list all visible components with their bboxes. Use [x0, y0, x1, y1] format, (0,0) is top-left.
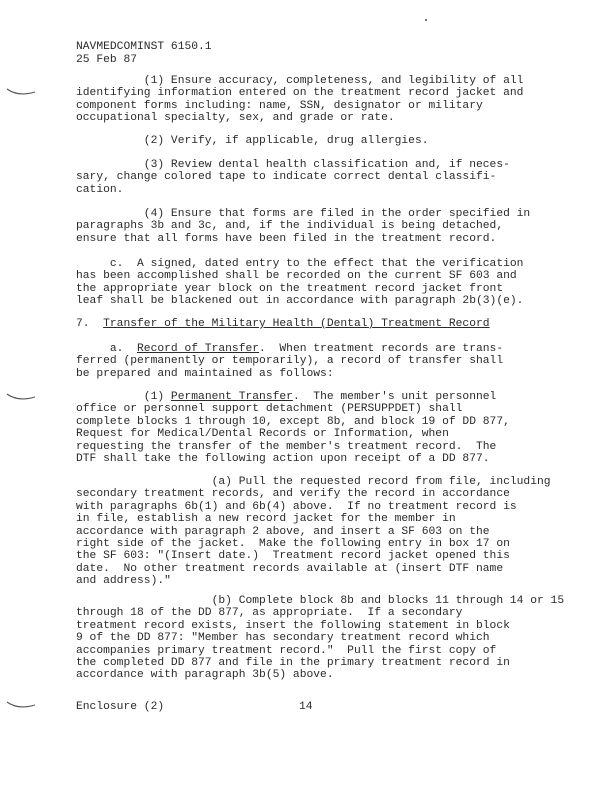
enclosure-label: Enclosure (2) — [76, 701, 165, 713]
paragraph-7a-lead: a. — [76, 343, 138, 355]
permanent-transfer-title: Permanent Transfer — [170, 391, 293, 403]
section-7-heading — [76, 318, 554, 330]
paragraph-7a1 — [76, 391, 554, 465]
paragraph-7a1b: (b) Complete block 8b and blocks 11 through 14 or 15 through 18 of the DD 877, as appropriate. If a secondary treatment record exists, insert the following statement in block 9 of the DD 877: "Member has secondary treatment record which accompanies primary treatment record." Pull the first copy of the completed DD 877 and file in the primary treatment record in accordance with paragraph 3b(5) above. — [76, 595, 565, 682]
scan-speck — [425, 19, 427, 21]
paragraph-6b2: (2) Verify, if applicable, drug allergies. — [76, 135, 429, 147]
paragraph-7a1-text: . The member's unit personnel office or personnel support detachment (PERSUPPDET) shall complete blocks 1 through 10, except 8b, and block 19 of DD 877, Request for Medical/Dental Records or Information, when requesting the transfer of the member's treatment record. The DTF shall take the following action upon receipt of a DD 877. — [76, 391, 510, 466]
instruction-number: NAVMEDCOMINST 6150.1 — [76, 41, 212, 53]
binder-hole-mark-top — [6, 88, 36, 96]
paragraph-6b4: (4) Ensure that forms are filed in the order specified in paragraphs 3b and 3c, and, if the individual is being detached, ensure that all forms have been filed in the treatment record. — [76, 208, 531, 245]
section-7-title: Transfer of the Military Health (Dental) Treatment Record — [103, 318, 490, 330]
binder-hole-mark-middle — [6, 393, 36, 401]
paragraph-6b3: (3) Review dental health classification and, if neces- sary, change colored tape to indicate correct dental classifi- cation. — [76, 159, 510, 196]
paragraph-7a-text: . When treatment records are trans- ferred (permanently or temporarily), a record of transfer shall be prepared and maintained as follows: — [76, 343, 504, 380]
record-of-transfer-title: Record of Transfer — [137, 343, 260, 355]
section-7-number: 7. — [76, 318, 90, 330]
paragraph-6c: c. A signed, dated entry to the effect that the verification has been accomplished shall be recorded on the current SF 603 and the appropriate year block on the treatment record jacket front leaf shall be blackened out in accordance with paragraph 2b(3)(e). — [76, 258, 524, 308]
paragraph-7a1a: (a) Pull the requested record from file, including secondary treatment records, and verify the record in accordance with paragraphs 6b(1) and 6b(4) above. If no treatment record is in file, establish a new record jacket for the member in accordance with paragraph 2 above, and insert a SF 603 on the right side of the jacket. Make the following entry in box 17 on the SF 603: "(Insert date.) Treatment record jacket opened this date. No other treatment records available at (insert DTF name and address)." — [76, 476, 551, 588]
paragraph-7a — [76, 343, 554, 380]
binder-hole-mark-bottom — [6, 701, 36, 709]
paragraph-6b1: (1) Ensure accuracy, completeness, and legibility of all identifying information entered on the treatment record jacket and component forms including: name, SSN, designator or military occupational specialty, sex, and grade or rate. — [76, 75, 524, 125]
page-number: 14 — [299, 701, 313, 713]
paragraph-7a1-lead: (1) — [76, 391, 171, 403]
instruction-date: 25 Feb 87 — [76, 54, 138, 66]
